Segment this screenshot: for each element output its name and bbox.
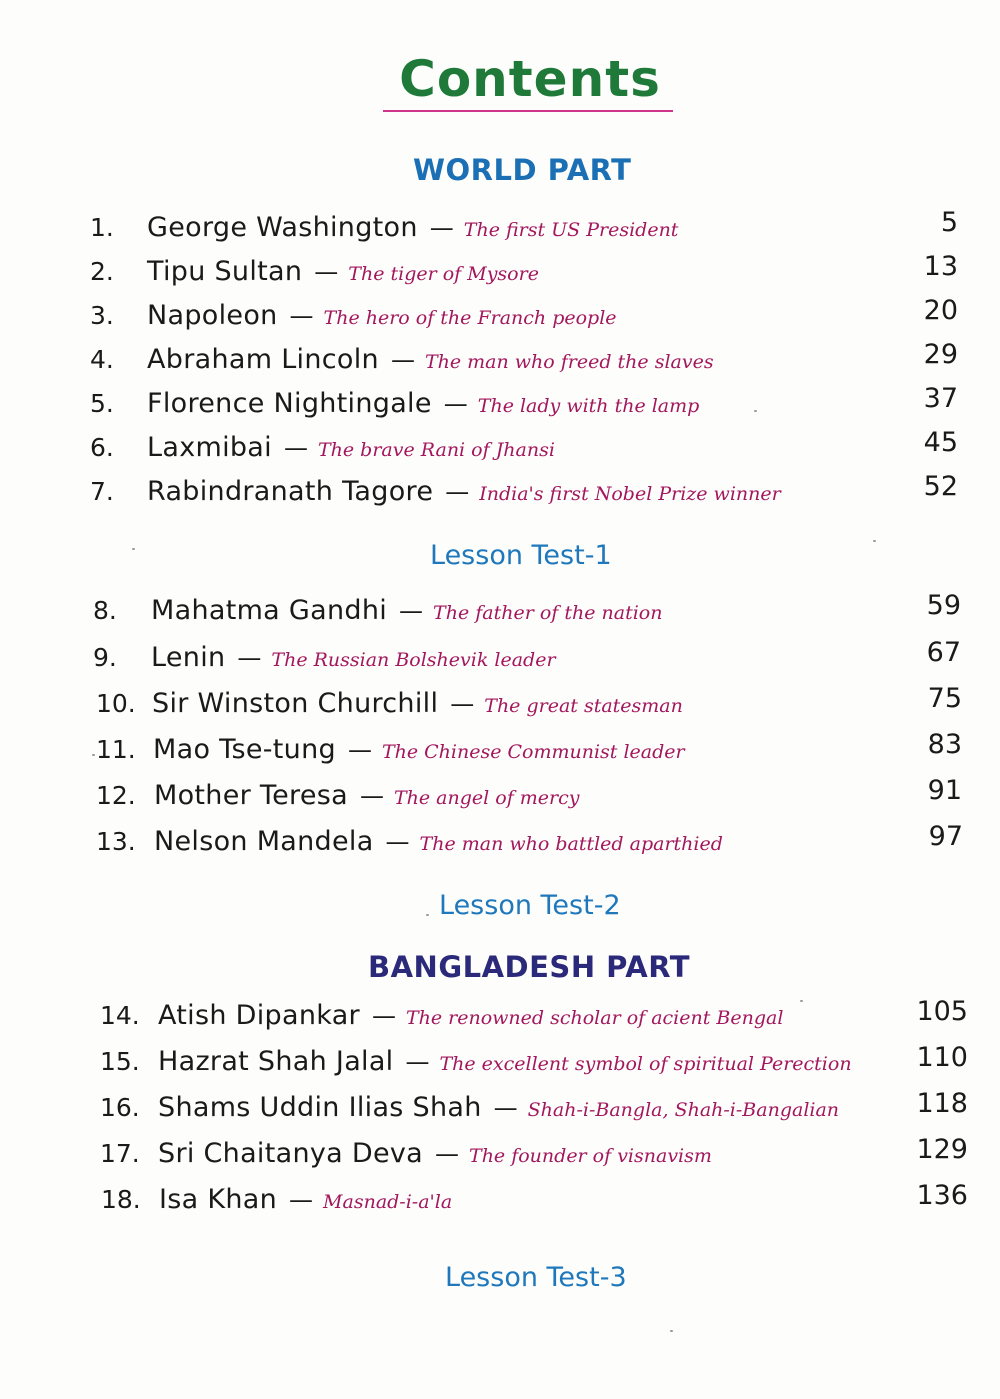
entry-dash: — — [359, 782, 384, 810]
bangladesh-part-heading: BANGLADESH PART — [368, 950, 691, 984]
entry-page-number: 118 — [916, 1088, 968, 1119]
lesson-test-1[interactable]: Lesson Test-1 — [430, 540, 612, 571]
entry-page-number: 83 — [927, 729, 962, 760]
entry-number: 6. — [90, 433, 114, 462]
entry-page-number: 110 — [916, 1042, 968, 1073]
entry-number: 1. — [90, 213, 114, 242]
entry-description: The great statesman — [484, 695, 683, 717]
entry-number: 4. — [90, 345, 114, 374]
entry-dash: — — [443, 390, 468, 418]
toc-entry[interactable] — [96, 780, 579, 820]
entry-name: Napoleon — [147, 300, 278, 331]
scan-speck — [873, 540, 876, 542]
entry-page-number: 75 — [927, 683, 962, 714]
entry-page-number: 45 — [923, 427, 958, 458]
page-title: Contents — [399, 50, 661, 108]
lesson-test-2[interactable]: Lesson Test-2 — [439, 890, 621, 921]
scan-speck — [426, 914, 429, 916]
entry-number: 3. — [90, 301, 114, 330]
entry-number: 9. — [93, 643, 117, 672]
entry-name: Rabindranath Tagore — [147, 476, 434, 507]
entry-name: Laxmibai — [147, 432, 272, 463]
entry-name: Tipu Sultan — [147, 256, 303, 287]
entry-name: Mother Teresa — [154, 780, 348, 811]
entry-name: Lenin — [151, 642, 226, 673]
entry-name: Sir Winston Churchill — [152, 688, 439, 719]
entry-dash: — — [237, 644, 262, 672]
entry-description: The excellent symbol of spiritual Perection — [439, 1053, 852, 1075]
entry-dash: — — [283, 434, 308, 462]
entry-dash: — — [385, 828, 410, 856]
entry-page-number: 52 — [923, 471, 958, 502]
entry-dash: — — [289, 302, 314, 330]
entry-dash: — — [390, 346, 415, 374]
entry-description: The Chinese Communist leader — [381, 741, 685, 763]
toc-entry[interactable] — [100, 1000, 783, 1040]
entry-description: The man who battled aparthied — [419, 833, 723, 855]
toc-entry[interactable] — [93, 642, 556, 682]
entry-dash: — — [371, 1002, 396, 1030]
entry-description: The lady with the lamp — [477, 395, 700, 417]
entry-page-number: 37 — [923, 383, 958, 414]
toc-entry[interactable] — [90, 256, 539, 296]
entry-name: Nelson Mandela — [154, 826, 374, 857]
entry-description: The renowned scholar of acient Bengal — [405, 1007, 784, 1029]
world-part-heading: WORLD PART — [413, 153, 632, 187]
entry-page-number: 105 — [916, 996, 968, 1027]
toc-entry[interactable] — [90, 344, 714, 384]
entry-dash: — — [493, 1094, 518, 1122]
entry-description: Masnad-i-a'la — [323, 1191, 453, 1213]
toc-entry[interactable] — [96, 826, 723, 866]
entry-dash: — — [450, 690, 475, 718]
lesson-test-3[interactable]: Lesson Test-3 — [445, 1262, 627, 1293]
entry-page-number: 29 — [923, 339, 958, 370]
entry-dash: — — [405, 1048, 430, 1076]
entry-number: 2. — [90, 257, 114, 286]
entry-description: The first US President — [463, 219, 679, 241]
entry-page-number: 5 — [940, 207, 958, 238]
toc-entry[interactable] — [90, 212, 678, 252]
entry-description: The father of the nation — [433, 602, 663, 624]
entry-number: 8. — [93, 596, 117, 625]
entry-description: The tiger of Mysore — [348, 263, 539, 285]
entry-number: 5. — [90, 389, 114, 418]
entry-page-number: 91 — [927, 775, 962, 806]
entry-number: 11. — [96, 735, 136, 764]
entry-description: The founder of visnavism — [469, 1145, 712, 1167]
entry-description: The hero of the Franch people — [323, 307, 617, 329]
entry-number: 10. — [96, 689, 136, 718]
entry-dash: — — [399, 597, 424, 625]
toc-entry[interactable] — [100, 1138, 712, 1178]
toc-entry[interactable] — [96, 734, 685, 774]
toc-entry[interactable] — [90, 432, 555, 472]
entry-name: Mao Tse-tung — [153, 734, 336, 765]
entry-page-number: 20 — [923, 295, 958, 326]
entry-number: 7. — [90, 477, 114, 506]
entry-description: The Russian Bolshevik leader — [271, 649, 556, 671]
entry-dash: — — [435, 1140, 460, 1168]
scan-speck — [132, 548, 135, 550]
toc-entry[interactable] — [101, 1184, 452, 1224]
entry-number: 17. — [100, 1139, 140, 1168]
toc-entry[interactable] — [90, 388, 699, 428]
toc-entry[interactable] — [100, 1092, 839, 1132]
entry-name: Mahatma Gandhi — [151, 595, 388, 626]
entry-number: 18. — [101, 1185, 141, 1214]
entry-number: 13. — [96, 827, 136, 856]
toc-entry[interactable] — [96, 688, 683, 728]
entry-number: 14. — [100, 1001, 140, 1030]
scan-speck — [800, 1000, 803, 1002]
entry-page-number: 59 — [926, 590, 961, 621]
toc-entry[interactable] — [90, 300, 617, 340]
entry-page-number: 67 — [926, 637, 961, 668]
entry-name: Shams Uddin Ilias Shah — [158, 1092, 482, 1123]
entry-description: The brave Rani of Jhansi — [317, 439, 555, 461]
entry-number: 16. — [100, 1093, 140, 1122]
scan-speck — [754, 410, 757, 412]
toc-entry[interactable] — [90, 476, 781, 516]
entry-description: The man who freed the slaves — [424, 351, 714, 373]
entry-page-number: 13 — [923, 251, 958, 282]
entry-dash: — — [289, 1186, 314, 1214]
scan-speck — [670, 1330, 673, 1332]
entry-dash: — — [347, 736, 372, 764]
entry-description: Shah-i-Bangla, Shah-i-Bangalian — [527, 1099, 840, 1121]
entry-name: Isa Khan — [159, 1184, 278, 1215]
entry-number: 12. — [96, 781, 136, 810]
scan-speck — [92, 754, 95, 756]
toc-entry[interactable] — [93, 595, 662, 635]
entry-description: The angel of mercy — [393, 787, 580, 809]
entry-description: India's first Nobel Prize winner — [479, 483, 781, 505]
entry-dash: — — [314, 258, 339, 286]
entry-name: Atish Dipankar — [158, 1000, 360, 1031]
entry-name: Florence Nightingale — [147, 388, 432, 419]
entry-name: George Washington — [147, 212, 418, 243]
entry-name: Hazrat Shah Jalal — [158, 1046, 394, 1077]
entry-name: Sri Chaitanya Deva — [158, 1138, 424, 1169]
entry-page-number: 129 — [916, 1134, 968, 1165]
entry-name: Abraham Lincoln — [147, 344, 379, 375]
toc-entry[interactable] — [100, 1046, 852, 1086]
entry-dash: — — [445, 478, 470, 506]
entry-dash: — — [429, 214, 454, 242]
entry-page-number: 136 — [916, 1180, 968, 1211]
entry-page-number: 97 — [928, 821, 963, 852]
entry-number: 15. — [100, 1047, 140, 1076]
